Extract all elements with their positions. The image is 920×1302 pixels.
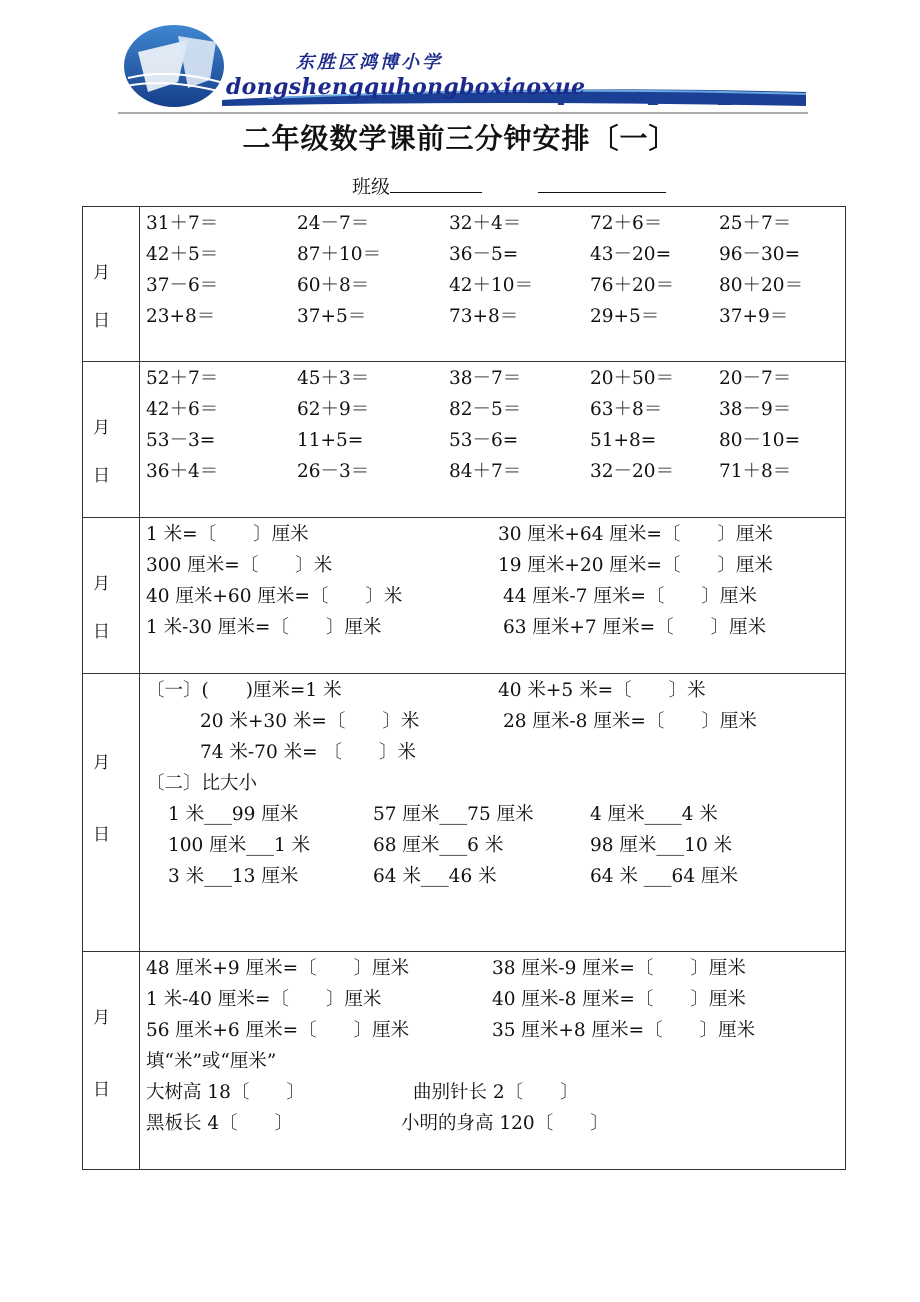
problem: 71＋8＝ [719,461,792,482]
problem: 36＋4＝ [146,461,219,482]
day-label: 日 [93,466,110,486]
problem: 38－7＝ [449,368,522,389]
compare-item: 98 厘米___10 米 [590,835,733,856]
problem: 35 厘米+8 厘米=〔 〕厘米 [492,1020,756,1041]
compare-heading: 〔二〕比大小 [146,773,258,794]
problem: 30 厘米+64 厘米=〔 〕厘米 [498,524,773,545]
problem: 74 米-70 米= 〔 〕米 [200,742,416,763]
problem: 42＋5＝ [146,244,219,265]
compare-item: 68 厘米___6 米 [373,835,504,856]
problem: 37－6＝ [146,275,219,296]
date-column [83,362,140,517]
problem: 42＋10＝ [449,275,534,296]
name-blank[interactable] [538,174,666,193]
problem: 36－5= [449,244,519,265]
problem: 48 厘米+9 厘米=〔 〕厘米 [146,958,410,979]
problem: 26－3＝ [297,461,370,482]
class-label: 班级 [352,176,391,198]
date-column [83,207,140,361]
problem: 29+5＝ [590,306,660,327]
fill-item: 大树高 18〔 〕 [146,1082,305,1103]
school-name-en: dongshengquhongboxiaoxue [226,74,586,100]
problem: 53－3= [146,430,216,451]
problem: 32＋4＝ [449,213,522,234]
problem: 82－5＝ [449,399,522,420]
compare-item: 64 米 ___64 厘米 [590,866,738,887]
problem: 60＋8＝ [297,275,370,296]
problem: 38 厘米-9 厘米=〔 〕厘米 [492,958,746,979]
problem: 20＋50＝ [590,368,675,389]
problem: 38－9＝ [719,399,792,420]
problem: 96－30= [719,244,801,265]
problem: 63＋8＝ [590,399,663,420]
day-label: 日 [93,1080,110,1100]
problem: 84＋7＝ [449,461,522,482]
section-5 [83,952,845,1169]
month-label: 月 [93,1008,110,1028]
class-blank[interactable] [390,174,482,193]
problem: 23+8＝ [146,306,216,327]
problem: 63 厘米+7 厘米=〔 〕厘米 [503,617,767,638]
problem: 51+8= [590,430,657,451]
problem: 62＋9＝ [297,399,370,420]
month-label: 月 [93,753,110,773]
section-2 [83,362,845,518]
problem: 37+5＝ [297,306,367,327]
problem: 19 厘米+20 厘米=〔 〕厘米 [498,555,773,576]
problem: 24－7＝ [297,213,370,234]
month-label: 月 [93,574,110,594]
fill-heading: 填“米”或“厘米” [146,1051,277,1072]
problem: 76＋20＝ [590,275,675,296]
problem: 37+9＝ [719,306,789,327]
date-column [83,674,140,951]
compare-item: 64 米___46 米 [373,866,497,887]
problem: 1 米-40 厘米=〔 〕厘米 [146,989,382,1010]
problem: 80－10= [719,430,801,451]
problem: 300 厘米=〔 〕米 [146,555,333,576]
fill-item: 小明的身高 120〔 〕 [401,1113,609,1134]
month-label: 月 [93,418,110,438]
problem: 44 厘米-7 厘米=〔 〕厘米 [503,586,757,607]
compare-item: 100 厘米___1 米 [168,835,311,856]
date-column [83,518,140,673]
problem: 80＋20＝ [719,275,804,296]
problem: 40 厘米+60 厘米=〔 〕米 [146,586,403,607]
problem: 73+8＝ [449,306,519,327]
problem: 45＋3＝ [297,368,370,389]
problem: 53－6= [449,430,519,451]
school-header [118,22,808,114]
problem: 11+5= [297,430,364,451]
problem: 〔一〕( )厘米=1 米 [146,680,342,701]
school-name-cn: 东胜区鸿博小学 [296,52,443,73]
problem: 25＋7＝ [719,213,792,234]
problem: 40 米+5 米=〔 〕米 [498,680,706,701]
section-1 [83,207,845,362]
problem: 43－20= [590,244,672,265]
class-line [352,172,666,199]
fill-item: 黑板长 4〔 〕 [146,1113,294,1134]
section-3 [83,518,845,674]
problem: 40 厘米-8 厘米=〔 〕厘米 [492,989,746,1010]
day-label: 日 [93,622,110,642]
problem: 20 米+30 米=〔 〕米 [200,711,420,732]
problem: 52＋7＝ [146,368,219,389]
compare-item: 3 米___13 厘米 [168,866,299,887]
page-title: 二年级数学课前三分钟安排〔一〕 [242,122,678,155]
compare-item: 4 厘米____4 米 [590,804,718,825]
school-logo-icon [118,22,808,114]
problem: 31＋7＝ [146,213,219,234]
problem: 42＋6＝ [146,399,219,420]
problem: 1 米=〔 〕厘米 [146,524,309,545]
day-label: 日 [93,825,110,845]
problem: 32－20＝ [590,461,675,482]
problem: 56 厘米+6 厘米=〔 〕厘米 [146,1020,410,1041]
day-label: 日 [93,311,110,331]
problem: 1 米-30 厘米=〔 〕厘米 [146,617,382,638]
compare-item: 57 厘米___75 厘米 [373,804,534,825]
worksheet-table [82,206,846,1170]
problem: 72＋6＝ [590,213,663,234]
date-column [83,952,140,1169]
fill-item: 曲别针长 2〔 〕 [413,1082,579,1103]
compare-item: 1 米___99 厘米 [168,804,299,825]
problem: 28 厘米-8 厘米=〔 〕厘米 [503,711,757,732]
section-4 [83,674,845,952]
problem: 20－7＝ [719,368,792,389]
month-label: 月 [93,263,110,283]
problem: 87＋10＝ [297,244,382,265]
